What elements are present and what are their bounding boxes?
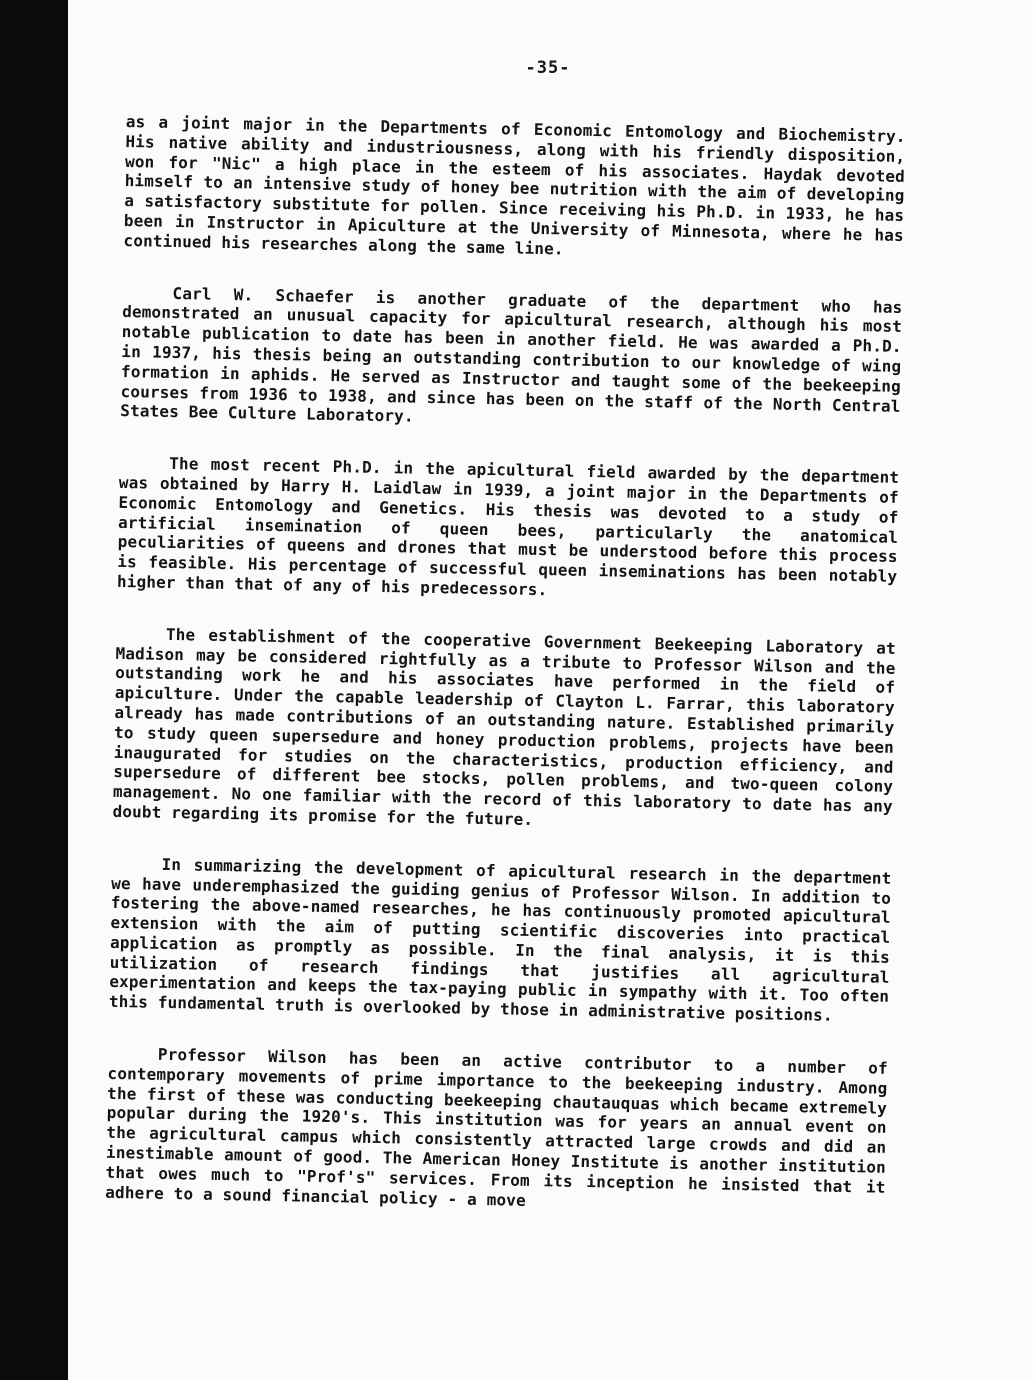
paragraph-schaefer: Carl W. Schaefer is another graduate of the department who has demonstrated an unusual capacity for apicultural research, although his most notable publication to date has been in another field. He was awarded a Ph.D. in 1937, his thesis being an outstanding contribution to our knowledge of wing formation in aphids. He served as Instructor and taught some of the beekeeping courses from 1936 to 1938, and since has been on the staff of the North Central States Bee Culture Laboratory.	[120, 283, 903, 426]
document-page	[68, 0, 1033, 1380]
paragraph-haydak: as a joint major in the Departments of Economic Entomology and Biochemistry. His native ability and industriousness, along with his friendly disposition, won for "Nic" a high place in the esteem of his associates. Haydak devoted himself to an intensive study of honey bee nutrition with the aim of developing a satisfactory substitute for pollen. Since receiving his Ph.D. in 1933, he has been in Instructor in Apiculture at the University of Minnesota, where he has continued his researches along the same line.	[123, 112, 906, 259]
paragraph-contributions: Professor Wilson has been an active contributor to a number of contemporary movements of prime importance to the beekeeping industry. Among the first of these was conducting beekeeping chautauquas which became extremely popular during the 1920's. This institution was for years an annual event on the agricultural campus which consistently attracted large crowds and did an inestimable amount of good. The American Honey Institute is another institution that owes much to "Prof's" services. From its inception he insisted that it adhere to a sound financial policy - a move	[105, 1044, 888, 1210]
scan-edge-bar	[0, 0, 68, 1380]
paragraph-laidlaw: The most recent Ph.D. in the apicultural field awarded by the department was obtained by Harry H. Laidlaw in 1939, a joint major in the Departments of Economic Entomology and Genetics. His thesis was devoted to a study of artificial insemination of queen bees, particularly the anatomical peculiarities of queens and drones that must be understood before this process is feasible. His percentage of successful queen inseminations has been notably higher than that of any of his predecessors.	[116, 454, 900, 600]
paragraph-government-laboratory: The establishment of the cooperative Government Beekeeping Laboratory at Madison may be considered rightfully as a tribute to Professor Wilson and the outstanding work he and his associates have performed in the field of apiculture. Under the capable leadership of Clayton L. Farrar, this laboratory already has made contributions of an outstanding nature. Established primarily to study queen supersedure and honey production problems, projects have been inaugurated for studies on the characteristics, production efficiency, and supersedure of different bee stocks, pollen problems, and two-queen colony management. No one familiar with the record of this laboratory to date has any doubt regarding its promise for the future.	[112, 624, 897, 829]
body-text	[104, 112, 905, 1249]
paragraph-summary: In summarizing the development of apicultural research in the department we have underemphasized the guiding genius of Professor Wilson. In addition to fostering the above-named researches, he has continuously promoted apicultural extension with the aim of putting scientific discoveries into practical application as promptly as possible. In the final analysis, it is this utilization of research findings that justifies all agricultural experimentation and keeps the tax-paying public in sympathy with it. Too often this fundamental truth is overlooked by those in administrative positions.	[108, 854, 892, 1026]
page-number: -35-	[525, 58, 571, 78]
